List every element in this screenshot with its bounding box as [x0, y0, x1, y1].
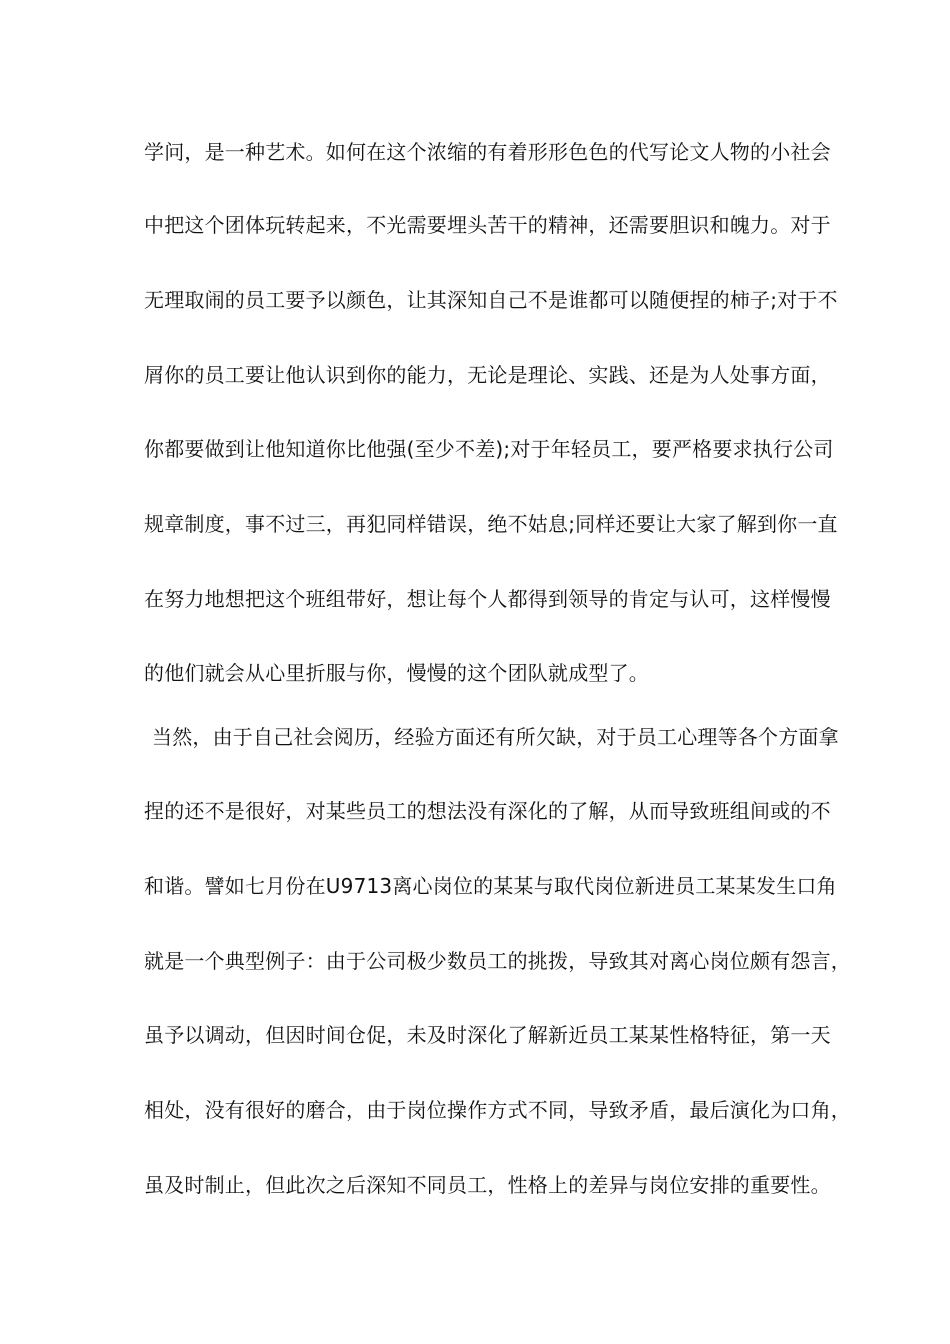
text-line: 虽予以调动，但因时间仓促，未及时深化了解新近员工某某性格特征，第一天: [144, 1023, 831, 1047]
text-line: 捏的还不是很好，对某些员工的想法没有深化的了解，从而导致班组间或的不: [144, 799, 831, 823]
text-line: 的他们就会从心里折服与你，慢慢的这个团队就成型了。: [144, 661, 649, 685]
text-line: 规章制度，事不过三，再犯同样错误，绝不姑息;同样还要让大家了解到你一直: [144, 512, 838, 536]
text-line: 你都要做到让他知道你比他强(至少不差);对于年轻员工，要严格要求执行公司: [144, 437, 834, 461]
text-line: 无理取闹的员工要予以颜色，让其深知自己不是谁都可以随便捏的柿子;对于不: [144, 288, 838, 312]
text-line: 在努力地想把这个班组带好，想让每个人都得到领导的肯定与认可，这样慢慢: [144, 587, 831, 611]
text-line: 就是一个典型例子：由于公司极少数员工的挑拨，导致其对离心岗位颇有怨言，: [144, 949, 851, 973]
text-line: 学问，是一种艺术。如何在这个浓缩的有着形形色色的代写论文人物的小社会: [144, 140, 831, 164]
text-line: 当然，由于自己社会阅历，经验方面还有所欠缺，对于员工心理等各个方面拿: [152, 725, 839, 749]
text-line: 屑你的员工要让他认识到你的能力，无论是理论、实践、还是为人处事方面，: [144, 363, 831, 387]
text-line: 相处，没有很好的磨合，由于岗位操作方式不同，导致矛盾，最后演化为口角，: [144, 1098, 851, 1122]
text-line: 和谐。譬如七月份在U9713离心岗位的某某与取代岗位新进员工某某发生口角: [144, 874, 837, 898]
text-line: 中把这个团体玩转起来，不光需要埋头苦干的精神，还需要胆识和魄力。对于: [144, 213, 831, 237]
text-line: 虽及时制止，但此次之后深知不同员工，性格上的差异与岗位安排的重要性。: [144, 1173, 831, 1197]
